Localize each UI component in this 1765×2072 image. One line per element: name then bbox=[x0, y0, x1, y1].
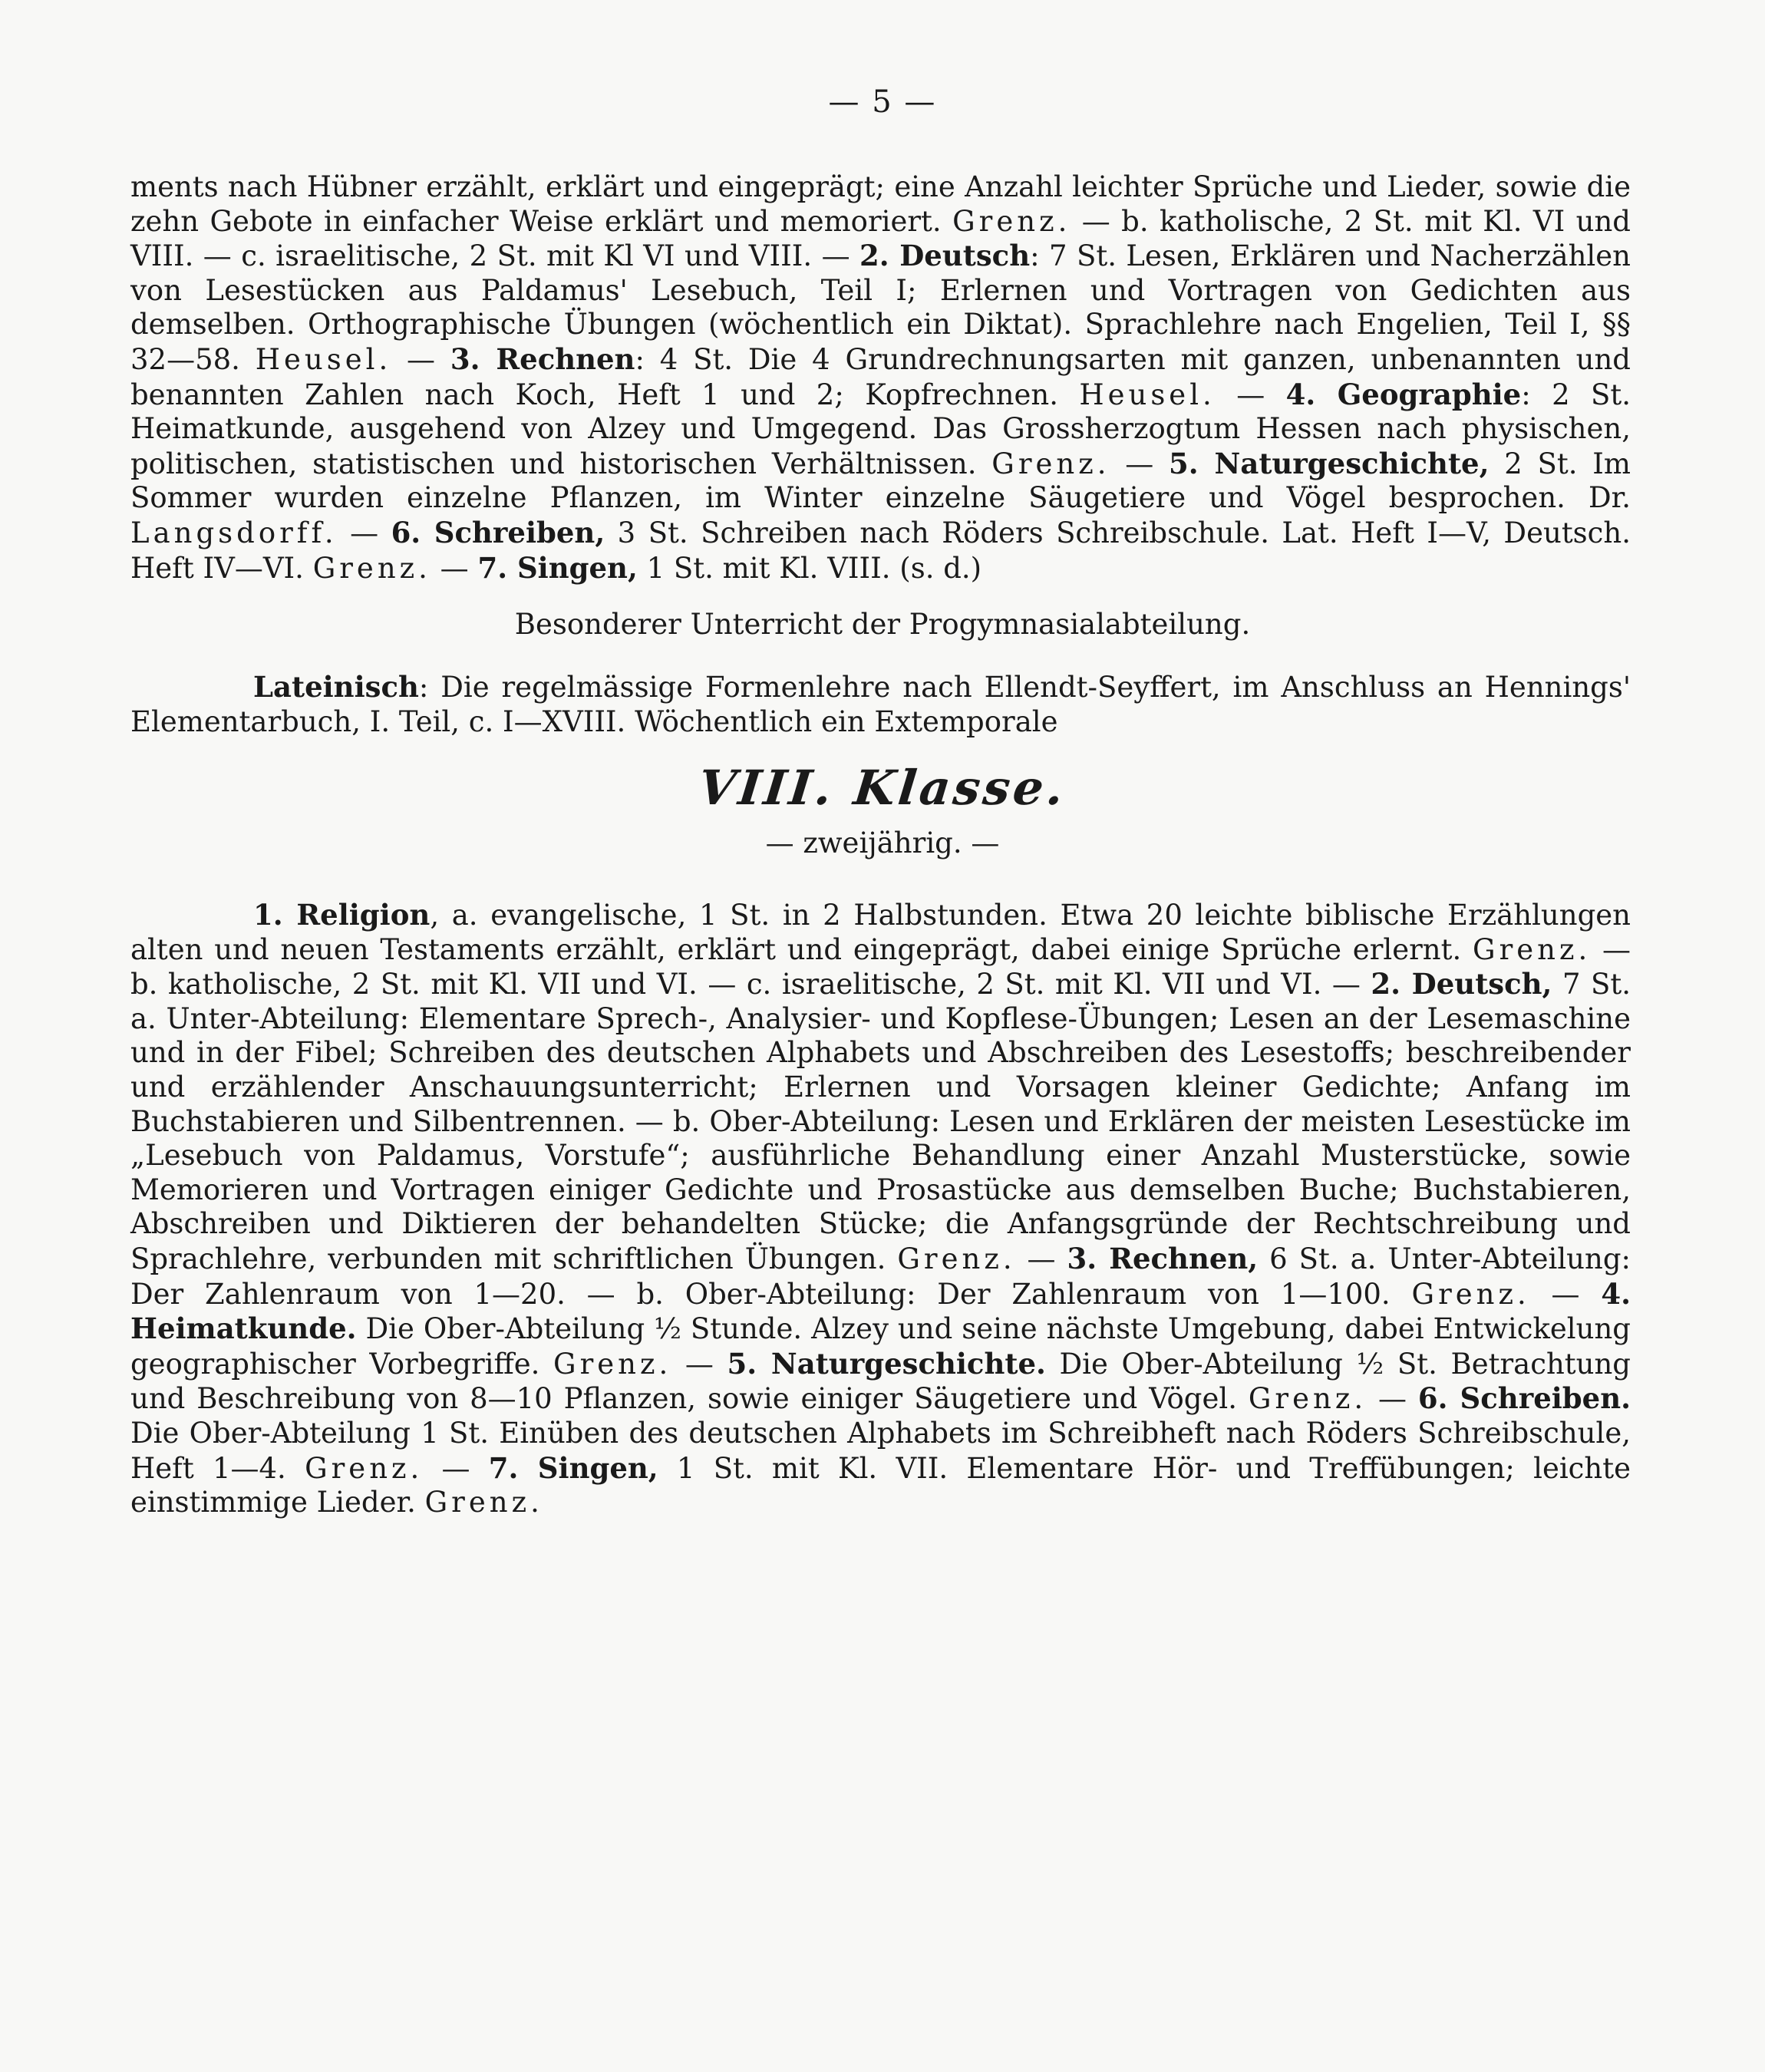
text-span: 3 St. Schreiben nach Röders Schreibschule. Lat. Heft I—V, Deutsch. Heft IV—VI. bbox=[130, 516, 1631, 585]
class-heading: VIII. Klasse. bbox=[695, 760, 1070, 816]
page-number: — 5 — bbox=[828, 84, 937, 120]
text-span: — bbox=[1015, 1242, 1067, 1275]
text-span: — b. katholische, 2 St. mit Kl. VI und VIII. — c. israelitische, 2 St. mit Kl VI und VIII. — bbox=[130, 204, 1631, 273]
text-span: 7 St. a. Unter-Abteilung: Elementare Sprech-, Analysier- und Kopflese-Übungen; Lesen an der Lesemaschine und in der Fibel; Schreiben des deutschen Alphabets und Abschreiben des Lesestoffs; beschreibender und erzählender Anschauungsunterricht; Erlernen und Vorsagen kleiner Gedichte; Anfang im Buchstabieren und Silbentrennen. — b. Ober-Abteilung: Lesen und Erklären der meisten Lesestücke im „Lesebuch von Paldamus, Vorstufe“; ausführliche Behandlung einer Anzahl Musterstücke, sowie Memorieren und Vortragen einiger Gedichte und Prosastücke aus demselben Buche; Buchstabieren, Abschreiben und Diktieren der behandelten Stücke; die Anfangsgründe der Rechtschreibung und Sprachlehre, verbunden mit schriftlichen Übungen. bbox=[130, 968, 1631, 1275]
text-span: Die Ober-Abteilung ½ Stunde. Alzey und seine nächste Umgebung, dabei Entwickelung geographischer Vorbegriffe. bbox=[130, 1312, 1631, 1381]
subject-heading-naturgeschichte: 5. Naturgeschichte, bbox=[1169, 446, 1490, 480]
subject-heading-lateinisch: Lateinisch bbox=[253, 670, 419, 704]
class-vii-continuation-paragraph bbox=[130, 170, 1631, 586]
teacher-name: Grenz. bbox=[1473, 932, 1592, 966]
teacher-name: Grenz. bbox=[952, 204, 1071, 238]
teacher-name: Langsdorff. bbox=[130, 516, 338, 549]
subject-heading-singen: 7. Singen, bbox=[488, 1450, 658, 1485]
text-span: 6 St. a. Unter-Abteilung: Der Zahlenraum von 1—20. — b. Ober-Abteilung: Der Zahlenraum von 1—100. bbox=[130, 1242, 1631, 1311]
text-span: — bbox=[391, 342, 450, 376]
text-span: : 7 St. Lesen, Erklären und Nacherzählen von Lesestücken aus Paldamus' Lesebuch, Teil I; Erlernen und Vortragen von Gedichten aus demselben. Orthographische Übungen (wöchentlich ein Diktat). Sprachlehre nach Engelien, Teil I, §§ 32—58. bbox=[130, 239, 1631, 376]
teacher-name: Grenz. bbox=[1248, 1382, 1367, 1416]
subject-heading-heimatkunde: 4. Heimatkunde. bbox=[130, 1276, 1631, 1346]
teacher-name: Grenz. bbox=[424, 1486, 543, 1519]
text-span: — bbox=[1367, 1382, 1418, 1416]
teacher-name: Heusel. bbox=[255, 342, 392, 376]
text-span: — bbox=[337, 516, 391, 549]
text-span: — bbox=[431, 551, 478, 585]
text-span: — bbox=[423, 1451, 489, 1485]
progymnasial-subheading: Besonderer Unterricht der Progymnasialabteilung. bbox=[514, 608, 1251, 641]
text-span: 2 St. Im Sommer wurden einzelne Pflanzen, im Winter einzelne Säugetiere und Vögel besprochen. Dr. bbox=[130, 447, 1631, 515]
subject-heading-naturgeschichte: 5. Naturgeschichte. bbox=[727, 1346, 1046, 1381]
text-span: : Die regelmässige Formenlehre nach Ellendt-Seyffert, im Anschluss an Hennings' Elementarbuch, I. Teil, c. I—XVIII. Wöchentlich ein Extemporale bbox=[130, 671, 1631, 738]
teacher-name: Grenz. bbox=[305, 1451, 424, 1485]
text-span: — bbox=[671, 1347, 727, 1381]
text-span: : 4 St. Die 4 Grundrechnungsarten mit ganzen, unbenannten und benannten Zahlen nach Koch, Heft 1 und 2; Kopfrechnen. bbox=[130, 342, 1631, 411]
subject-heading-geographie: 4. Geographie bbox=[1285, 377, 1522, 411]
class-viii-paragraph bbox=[130, 898, 1631, 1520]
text-span: — b. katholische, 2 St. mit Kl. VII und VI. — c. israelitische, 2 St. mit Kl. VII und VI. — bbox=[130, 932, 1631, 1001]
subject-heading-singen: 7. Singen, bbox=[477, 550, 638, 585]
text-span: ments nach Hübner erzählt, erklärt und eingeprägt; eine Anzahl leichter Sprüche und Lieder, sowie die zehn Gebote in einfacher Weise erklärt und memoriert. bbox=[130, 170, 1631, 238]
subject-heading-rechnen: 3. Rechnen bbox=[450, 341, 635, 376]
text-span: — bbox=[1529, 1277, 1602, 1311]
text-span: 1 St. mit Kl. VII. Elementare Hör- und Treffübungen; leichte einstimmige Lieder. bbox=[130, 1451, 1631, 1519]
teacher-name: Grenz. bbox=[991, 447, 1110, 480]
subject-heading-deutsch: 2. Deutsch, bbox=[1371, 967, 1552, 1001]
text-span: — bbox=[1110, 447, 1170, 480]
subject-heading-deutsch: 2. Deutsch bbox=[859, 239, 1031, 273]
teacher-name: Heusel. bbox=[1079, 378, 1216, 411]
text-span: 1 St. mit Kl. VIII. (s. d.) bbox=[637, 551, 982, 585]
subject-heading-schreiben: 6. Schreiben, bbox=[391, 515, 605, 549]
text-span: Die Ober-Abteilung ½ St. Betrachtung und Beschreibung von 8—10 Pflanzen, sowie einiger Säugetiere und Vögel. bbox=[130, 1347, 1631, 1416]
teacher-name: Grenz. bbox=[553, 1347, 672, 1381]
teacher-name: Grenz. bbox=[312, 551, 431, 585]
teacher-name: Grenz. bbox=[1411, 1277, 1530, 1311]
text-span: — bbox=[1215, 378, 1286, 411]
text-span: : 2 St. Heimatkunde, ausgehend von Alzey und Umgegend. Das Grossherzogtum Hessen nach physischen, politischen, statistischen und historischen Verhältnissen. bbox=[130, 378, 1631, 480]
class-subheading: — zweijährig. — bbox=[765, 826, 1000, 859]
teacher-name: Grenz. bbox=[897, 1242, 1016, 1275]
text-span: , a. evangelische, 1 St. in 2 Halbstunden. Etwa 20 leichte biblische Erzählungen alten und neuen Testaments erzählt, erklärt und eingeprägt, dabei einige Sprüche erlernt. bbox=[130, 899, 1631, 966]
latein-paragraph bbox=[130, 670, 1631, 739]
subject-heading-rechnen: 3. Rechnen, bbox=[1067, 1241, 1259, 1275]
subject-heading-religion: 1. Religion bbox=[253, 898, 431, 932]
subject-heading-schreiben: 6. Schreiben. bbox=[1417, 1381, 1631, 1416]
text-span: Die Ober-Abteilung 1 St. Einüben des deutschen Alphabets im Schreibheft nach Röders Schreibschule, Heft 1—4. bbox=[130, 1416, 1631, 1485]
